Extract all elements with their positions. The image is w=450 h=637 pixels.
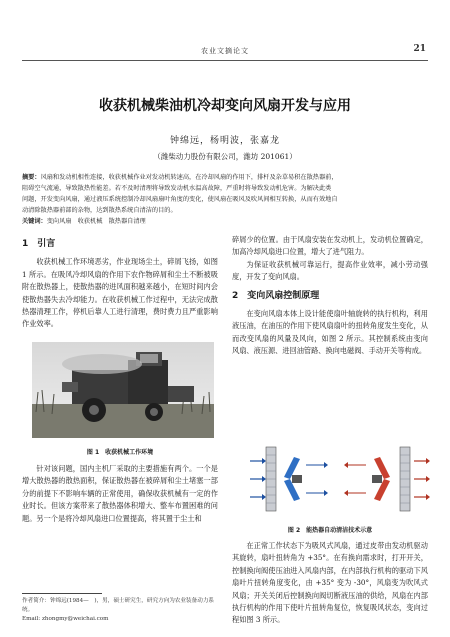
section-heading-intro: 1 引言: [22, 239, 56, 249]
fan-airflow-diagram: [244, 437, 432, 519]
control-paragraph-2: 在正常工作状态下为吸风式风扇，通过皮带由发动机驱动其旋转，扇叶扭转角为 +35°。在有换向需求时，打开开关，控制换向阀使压油进入风扇内部，在内部执行机构的驱动下风扇叶片扭转角度变化，由 +35° 变为 -30°，风扇变为吹风式风扇；开关关闭后控制换向阀切断液压油的供给，风扇在内部执行机构的作用下使叶片扭转角复位，恢复吸风状态，变向过程如图 3 所示。: [232, 541, 428, 625]
footnote-rule: [22, 593, 102, 594]
footnote-bio: 作者简介：钟绵远(1984— )，男，硕士研究生，研究方向为农业装备动力系统。: [22, 598, 215, 613]
affiliation: （潍柴动力股份有限公司，潍坊 201061）: [153, 152, 297, 161]
abstract-line-4: 动清除散热器前部的杂物，达到散热系统自清洁的目的。: [22, 207, 177, 214]
right-column-continued: [232, 540, 428, 627]
harvester-image: [32, 342, 214, 438]
running-header: 农业文摘论文: [201, 47, 249, 55]
control-paragraph-1: 在变向风扇本体上设计能使扇叶轴旋转的执行机构，利用液压油，在油压的作用下使风扇扇叶的扭转角度发生变化，从而改变风扇的风量及风向，如图 2 所示。其控制系统由变向风扇、液压源、进回油管路、换向电磁阀、手动开关等构成。: [232, 309, 428, 356]
author-footnote: [22, 597, 218, 624]
abstract-line-3: 问题，开发变向风扇，通过液压系统控制冷却风扇扇叶角度的变化，使风扇在吸风及吹风间相互转换，从而有效地自: [22, 196, 338, 203]
left-column-continued: [22, 463, 218, 525]
intro-paragraph-2-end: 碎屑少的位置。由于风扇安装在发动机上，发动机位置确定，加高冷却风扇进口位置，增大了进气阻力。: [232, 235, 428, 257]
intro-paragraph-3: 为保证收获机械可靠运行，提高作业效率，减小劳动强度，开发了变向风扇。: [232, 259, 428, 282]
intro-paragraph-1: 收获机械工作环境恶劣，作业现场尘土，碎屑飞扬，如图 1 所示。在吸风冷却风扇的作用下农作物碎屑和尘土不断被吸附在散热器上，使散热器的进风面积越来越小，在短时间内会使散热器失去冷却能力。在收获机械工作过程中，无法完成散热器清理工作，停机后靠人工进行清理，费时费力且严重影响作业效率。: [22, 257, 218, 329]
abstract-label: 摘要：: [22, 174, 41, 181]
abstract: [22, 172, 428, 227]
figure-2-caption: 图 2 能热器自动清洁技术示意: [287, 527, 373, 534]
figure-1-caption: 图 1 收获机械工作环境: [86, 449, 154, 456]
header-rule: [22, 60, 428, 61]
keywords-label: 关键词：: [22, 218, 47, 225]
figure-1-harvester-photo: [32, 342, 214, 438]
intro-paragraph-2: 针对该问题，国内主机厂采取的主要措施有两个。一个是增大散热器的散热面积，保证散热器在被碎屑和尘土堵塞一部分的前提下不影响车辆的正常使用，确保收获机械有一定的作业时长。但该方案带来了散热器体积增大、整车布置困难的问题。另一个是将冷却风扇进口位置提高，将其置于尘土和: [22, 464, 218, 523]
right-column: [232, 234, 428, 358]
abstract-line-2: 阻碍空气流通，导致散热性能差。若不及时清理将导致发动机水温高故障，严重时将导致发动机危害。为解决此类: [22, 185, 332, 192]
left-column: [22, 234, 218, 331]
author-list: 钟绵远，杨明波，张嘉龙: [169, 136, 280, 146]
footnote-email: Email: zhongmy@weichai.com: [22, 616, 109, 622]
paper-title: 收获机械柴油机冷却变向风扇开发与应用: [99, 98, 351, 114]
page-number: 21: [413, 44, 426, 54]
abstract-line-1: 摘要：风扇和发动机相性连接，收获机械作业对发动机转速高，在冷却风扇的作用下，排杆及杂草易积在散热器前，: [22, 174, 338, 181]
figure-2-fan-diagram: [244, 437, 432, 519]
section-heading-control: 2 变向风扇控制原理: [232, 290, 320, 301]
keywords: 关键词：变向风扇 收获机械 散热器自清理: [22, 218, 146, 225]
